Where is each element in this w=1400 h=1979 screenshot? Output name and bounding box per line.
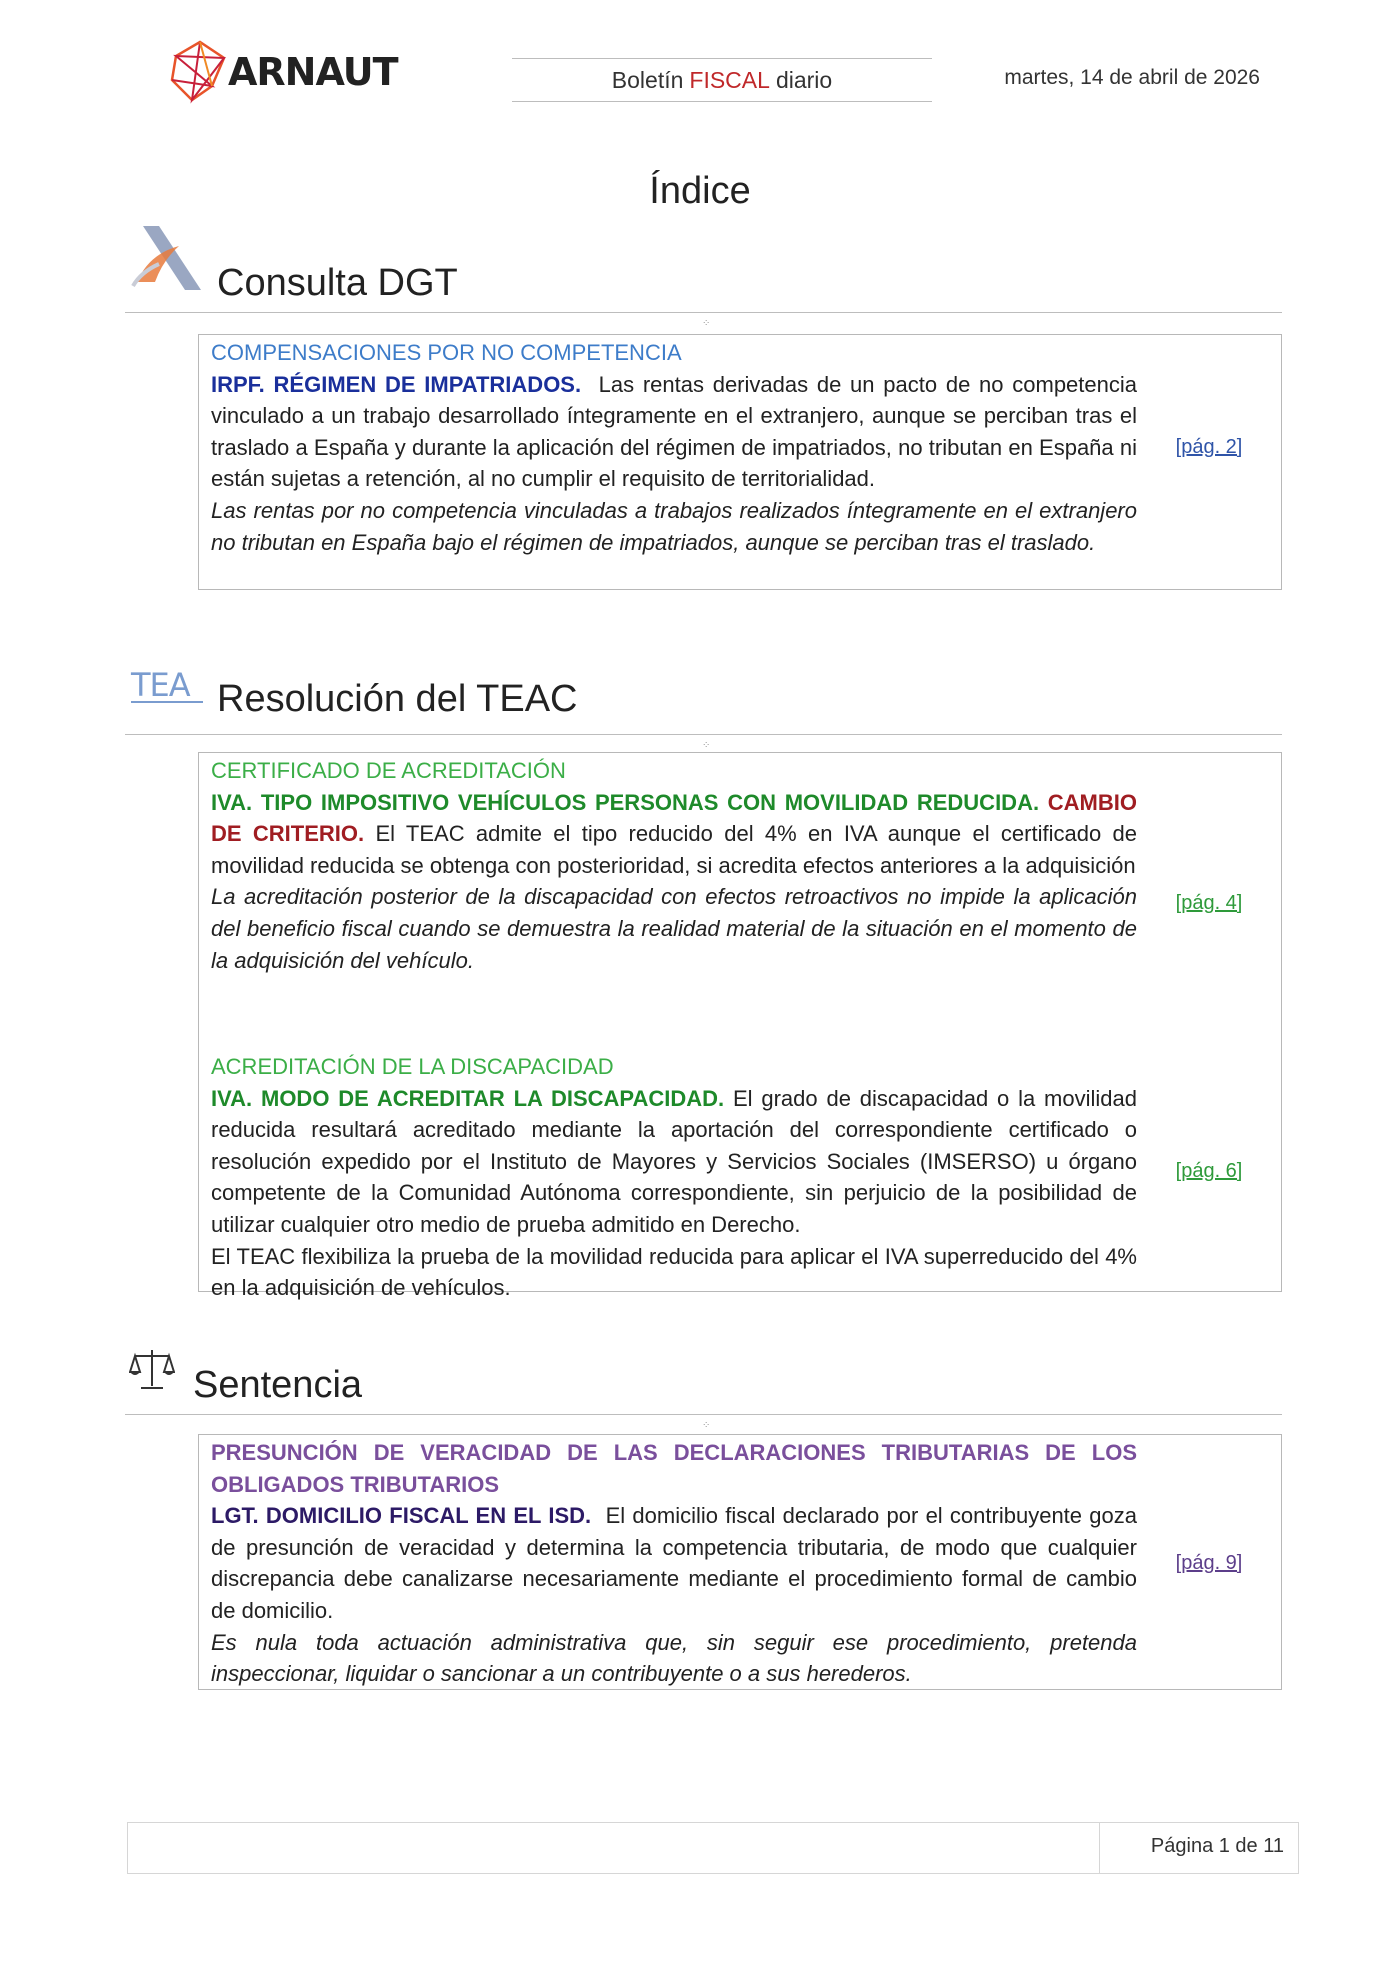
arnaut-logo-icon	[170, 38, 232, 104]
index-box-sentencia	[198, 1434, 1282, 1690]
page-link[interactable]: [pág. 4]	[1175, 891, 1243, 914]
entry-topic: IRPF. RÉGIMEN DE IMPATRIADOS.	[211, 371, 582, 397]
index-entry	[199, 335, 1281, 558]
index-title: Índice	[649, 170, 751, 212]
entry-summary: El grado de discapacidad o la movilidad reducida resultará acreditado mediante la aportación del correspondiente certificado o resolución expedido por el Instituto de Mayores y Servicios Sociales (IMSERSO) u órgano competente de la Comunidad Autónoma correspondiente, sin perjuicio de la posibilidad de utilizar cualquier otro medio de prueba admitido en Derecho.	[211, 1085, 1137, 1237]
bulletin-title	[512, 58, 932, 102]
entry-conclusion: La acreditación posterior de la discapacidad con efectos retroactivos no impide la aplicación del beneficio fiscal cuando se demuestra la realidad material de la situación en el momento de la adquisición del vehículo.	[211, 884, 1137, 973]
anchor-icon: ⁘	[702, 318, 711, 329]
entry-category: COMPENSACIONES POR NO COMPETENCIA	[211, 340, 682, 365]
page-link[interactable]: [pág. 9]	[1175, 1551, 1243, 1574]
section-header-teac	[125, 656, 1282, 735]
section-title: Consulta DGT	[217, 262, 458, 304]
page-link[interactable]: [pág. 6]	[1175, 1159, 1243, 1182]
svg-text:TEA: TEA	[131, 666, 190, 704]
entry-conclusion: Es nula toda actuación administrativa que, sin seguir ese procedimiento, pretenda inspeccionar, liquidar o sancionar a un contribuyente o a sus herederos.	[211, 1629, 1137, 1687]
index-entry	[199, 1435, 1281, 1690]
bulletin-word-fiscal: FISCAL	[689, 66, 770, 93]
section-title: Sentencia	[193, 1364, 363, 1406]
bulletin-word-1: Boletín	[611, 66, 684, 93]
header-date: martes, 14 de abril de 2026	[1004, 66, 1260, 89]
page-number: Página 1 de 11	[1150, 1835, 1284, 1857]
entry-summary: Las rentas derivadas de un pacto de no competencia vinculado a un trabajo desarrollado íntegramente en el extranjero, aunque se perciban tras el traslado a España y durante la aplicación del régimen de impatriados, no tributan en España ni están sujetas a retención, al no cumplir el requisito de territorialidad.	[211, 371, 1138, 492]
section-header-sentencia	[125, 1338, 1282, 1415]
index-box-dgt	[198, 334, 1282, 590]
entry-content	[199, 1051, 1137, 1301]
entry-content	[199, 755, 1137, 1051]
page-link-cell	[1137, 1051, 1281, 1291]
tea-logo-icon	[129, 666, 205, 706]
anchor-icon: ⁘	[702, 1420, 711, 1431]
entry-topic: IVA. TIPO IMPOSITIVO VEHÍCULOS PERSONAS CON MOVILIDAD REDUCIDA.	[211, 789, 1040, 815]
criteria-change-label: CAMBIO DE CRITERIO.	[211, 789, 1137, 847]
bulletin-word-3: diario	[775, 66, 833, 93]
page-link-cell	[1137, 337, 1281, 558]
entry-content	[199, 337, 1137, 558]
footer-divider	[1099, 1823, 1100, 1873]
entry-summary: El TEAC admite el tipo reducido del 4% en IVA aunque el certificado de movilidad reducida se obtenga con posterioridad, si acredita efectos anteriores a la adquisición	[211, 821, 1137, 878]
entry-category: ACREDITACIÓN DE LA DISCAPACIDAD	[211, 1054, 614, 1079]
page-footer	[127, 1822, 1299, 1874]
page-link-cell	[1137, 755, 1281, 1051]
entry-category: CERTIFICADO DE ACREDITACIÓN	[211, 758, 566, 783]
brand-name: ARNAUT	[228, 50, 398, 94]
scales-icon	[129, 1346, 175, 1392]
page-link[interactable]: [pág. 2]	[1175, 436, 1243, 459]
entry-topic: IVA. MODO DE ACREDITAR LA DISCAPACIDAD.	[211, 1085, 725, 1111]
entry-category: PRESUNCIÓN DE VERACIDAD DE LAS DECLARACIONES TRIBUTARIAS DE LOS OBLIGADOS TRIBUTARIOS	[211, 1440, 1137, 1497]
index-box-teac	[198, 752, 1282, 1301]
entry-conclusion: El TEAC flexibiliza la prueba de la movilidad reducida para aplicar el IVA superreducido del 4% en la adquisición de vehículos.	[211, 1243, 1137, 1301]
index-entry	[199, 753, 1281, 1051]
section-title: Resolución del TEAC	[217, 678, 578, 720]
entry-topic: LGT. DOMICILIO FISCAL EN EL ISD.	[211, 1503, 592, 1529]
aeat-logo-icon	[129, 224, 205, 294]
entry-content	[199, 1437, 1137, 1690]
arnaut-logo	[170, 38, 398, 108]
anchor-icon: ⁘	[702, 740, 711, 751]
entry-conclusion: Las rentas por no competencia vinculadas a trabajos realizados íntegramente en el extranjero no tributan en España bajo el régimen de impatriados, aunque se perciban tras el traslado.	[211, 497, 1137, 555]
index-entry	[199, 1051, 1281, 1301]
section-header-dgt	[125, 220, 1282, 313]
entry-summary: El domicilio fiscal declarado por el contribuyente goza de presunción de veracidad y determina la competencia tributaria, de modo que cualquier discrepancia debe canalizarse necesariamente mediante el procedimiento formal de cambio de domicilio.	[211, 1503, 1137, 1623]
page-link-cell	[1137, 1437, 1281, 1690]
